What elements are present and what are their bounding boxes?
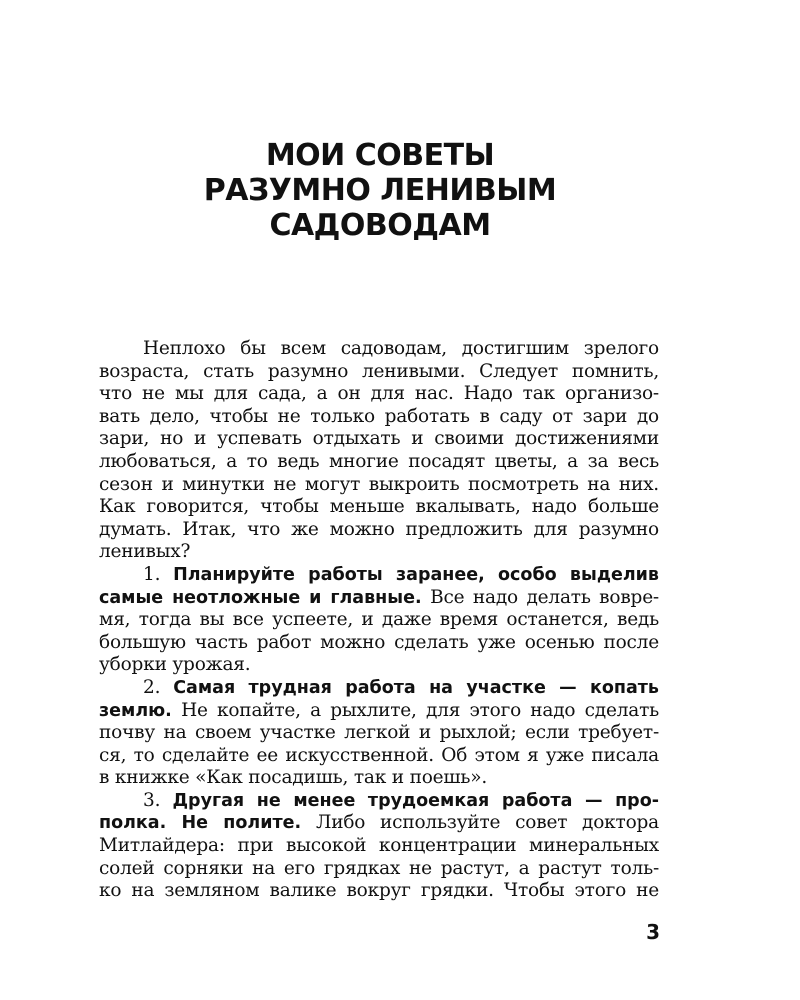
item-2-text: Не копайте, а рыхлите, для этого надо сделать bbox=[171, 699, 659, 721]
chapter-title bbox=[0, 138, 760, 243]
intro-line: ленивых? bbox=[99, 541, 191, 563]
item-1-line: большую часть работ можно сделать уже осенью после bbox=[99, 631, 659, 653]
item-1-line bbox=[99, 587, 659, 610]
intro-line: Неплохо бы всем садоводам, достигшим зрелого bbox=[143, 338, 659, 359]
item-2-heading: Самая трудная работа на участке — копать bbox=[173, 677, 659, 698]
item-1-line: уборки урожая. bbox=[99, 654, 251, 676]
item-3-line: солей сорняки на его грядках не растут, а растут толь- bbox=[99, 857, 659, 879]
item-1-heading-end: самые неотложные и главные. bbox=[99, 587, 422, 608]
item-2-line bbox=[99, 700, 659, 723]
page-number: 3 bbox=[646, 920, 660, 944]
item-3-heading: Другая не менее трудоемкая работа — про- bbox=[172, 790, 659, 811]
item-3-text: Либо используйте совет доктора bbox=[301, 812, 659, 834]
intro-line: возраста, стать разумно ленивыми. Следует помнить, bbox=[99, 360, 659, 382]
item-3-line: Митлайдера: при высокой концентрации минеральных bbox=[99, 835, 659, 857]
intro-line: любоваться, а то ведь многие посадят цветы, а за весь bbox=[99, 450, 659, 472]
chapter-title-line-1: МОИ СОВЕТЫ bbox=[265, 138, 495, 173]
item-3-line bbox=[99, 812, 659, 835]
item-3-number: 3. bbox=[143, 789, 173, 811]
intro-line: зари, но и успевать отдыхать и своими достижениями bbox=[99, 428, 659, 450]
item-2-line bbox=[99, 677, 659, 700]
item-1-line bbox=[99, 564, 659, 587]
item-1-text: Все надо делать вовре- bbox=[421, 586, 659, 608]
item-2-line: в книжке «Как посадишь, так и поешь». bbox=[99, 767, 488, 789]
intro-line: что не мы для сада, а он для нас. Надо так организо- bbox=[99, 383, 659, 405]
intro-line: думать. Итак, что же можно предложить для разумно bbox=[99, 518, 659, 540]
chapter-title-line-2: РАЗУМНО ЛЕНИВЫМ bbox=[203, 173, 557, 208]
item-3-line: ко на земляном валике вокруг грядки. Чтобы этого не bbox=[99, 880, 659, 902]
item-1-heading: Планируйте работы заранее, особо выделив bbox=[173, 564, 659, 585]
chapter-title-line-3: САДОВОДАМ bbox=[269, 208, 491, 243]
item-1-line: мя, тогда вы все успеете, и даже время останется, ведь bbox=[99, 609, 659, 631]
item-1-number: 1. bbox=[143, 563, 174, 585]
item-2-number: 2. bbox=[143, 676, 174, 698]
item-2-line: ся, то сделайте ее искусственной. Об этом я уже писала bbox=[99, 744, 659, 766]
intro-line: сезон и минутки не могут выкроить посмотреть на них. bbox=[99, 473, 659, 495]
item-3-line bbox=[99, 790, 659, 813]
item-2-heading-end: землю. bbox=[99, 700, 172, 721]
item-3-heading-end: полка. Не полите. bbox=[99, 813, 302, 834]
intro-line: Как говорится, чтобы меньше вкалывать, надо больше bbox=[99, 496, 659, 518]
item-2-line: почву на своем участке легкой и рыхлой; если требует- bbox=[99, 722, 659, 744]
body-text bbox=[99, 338, 659, 903]
intro-line: вать дело, чтобы не только работать в саду от зари до bbox=[99, 405, 659, 427]
